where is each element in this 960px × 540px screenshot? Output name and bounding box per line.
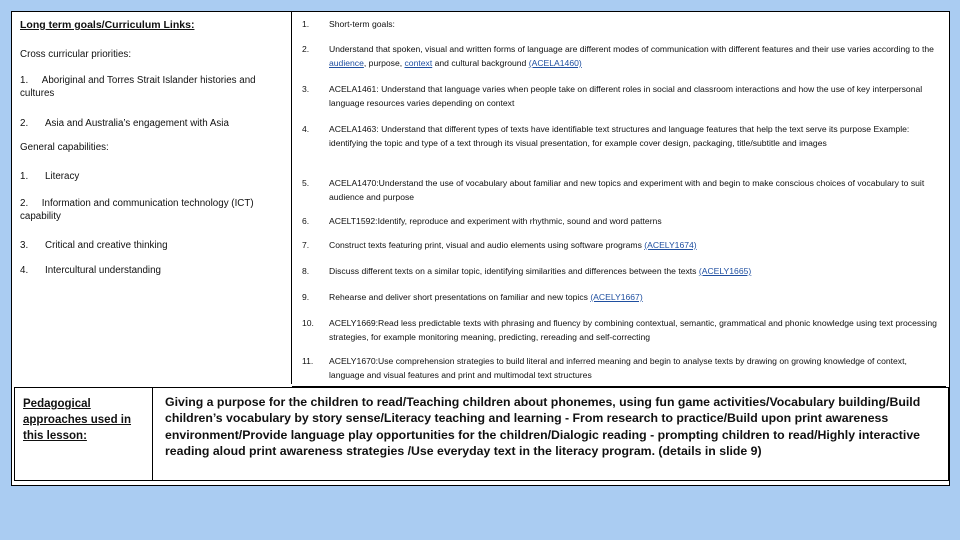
priority-item	[20, 74, 288, 100]
goal-number: 1.	[302, 19, 310, 29]
goal-number: 3.	[302, 84, 310, 94]
goal-text-span: ACELT1592:Identify, reproduce and experiment with rhythmic, sound and word patterns	[329, 216, 662, 226]
capability-text: Information and communication technology (ICT) capability	[20, 198, 254, 222]
priority-number: 1.	[20, 75, 29, 86]
goal-text	[329, 238, 941, 252]
priority-item	[20, 117, 288, 130]
capability-item	[20, 239, 288, 252]
capability-number: 3.	[20, 240, 29, 251]
general-capabilities-heading: General capabilities:	[20, 142, 109, 153]
pedagogical-text: Giving a purpose for the children to read/Teaching children about phonemes, using fun game activities/Vocabulary building/Build children’s vocabulary by story sense/Literacy teaching and learning - From research to practice/Build upon print awareness environment/Provide language play opportunities for the children/Dialogic reading - prompting children to read/Highly interactive reading aloud print awareness strategies /Use everyday text in the literacy program. (details in slide 9)	[165, 395, 921, 458]
capability-number: 4.	[20, 265, 29, 276]
pedagogical-title: Pedagogical approaches used in this lesson:	[23, 398, 132, 442]
pedagogical-approaches-box	[14, 387, 949, 481]
curriculum-code-link[interactable]: (ACELA1460)	[528, 58, 582, 68]
goal-text-span: ACELY1669:Read less predictable texts with phrasing and fluency by combining contextual, semantic, grammatical and phonic knowledge using text processing strategies, for example monitoring meaning, predicting, rereading and self-correcting	[329, 318, 937, 342]
cross-curricular-heading: Cross curricular priorities:	[20, 49, 132, 60]
curriculum-code-link[interactable]: audience	[329, 58, 364, 68]
curriculum-code-link[interactable]: context	[404, 58, 433, 68]
goal-text-span: Short-term goals:	[329, 19, 395, 29]
curriculum-code-link[interactable]: (ACELY1667)	[590, 292, 643, 302]
capability-text: Critical and creative thinking	[45, 240, 168, 251]
goal-text	[329, 290, 941, 304]
goal-number: 2.	[302, 44, 310, 54]
goal-number: 9.	[302, 292, 310, 302]
pedagogical-label-cell	[15, 388, 153, 480]
capability-number: 1.	[20, 171, 29, 182]
priority-text: Asia and Australia’s engagement with Asia	[45, 118, 229, 129]
goal-number: 4.	[302, 124, 310, 134]
curriculum-code-link[interactable]: (ACELY1674)	[644, 240, 697, 250]
curriculum-links-panel	[12, 12, 292, 384]
goal-text	[329, 316, 941, 344]
goal-text	[329, 82, 941, 110]
goal-text-span: and cultural background	[432, 58, 529, 68]
goal-text-span: ACELA1470:Understand the use of vocabulary about familiar and new topics and experiment with and begin to make conscious choices of vocabulary to suit audience and purpose	[329, 178, 925, 202]
capability-item	[20, 264, 288, 277]
goal-number: 6.	[302, 216, 310, 226]
goal-text-span: ACELA1461: Understand that language varies when people take on different roles in social and classroom interactions and how the use of key interpersonal language resources varies depending on context	[329, 84, 923, 108]
goal-text-span: Discuss different texts on a similar topic, identifying similarities and differences between the texts	[329, 266, 699, 276]
capability-item	[20, 170, 288, 183]
goal-number: 5.	[302, 178, 310, 188]
priority-text: Aboriginal and Torres Strait Islander histories and cultures	[20, 75, 256, 99]
capability-text: Intercultural understanding	[45, 265, 162, 276]
goal-number: 7.	[302, 240, 310, 250]
goal-text	[329, 122, 941, 150]
goal-text	[329, 176, 941, 204]
goal-text	[329, 214, 941, 228]
capability-text: Literacy	[45, 171, 80, 182]
capability-item	[20, 197, 288, 223]
goal-number: 10.	[302, 318, 314, 328]
goal-text	[329, 264, 941, 278]
goal-text-span: ACELY1670:Use comprehension strategies to build literal and inferred meaning and begin to analyse texts by drawing on growing knowledge of context, language and visual features and print and multimodal text structures	[329, 356, 907, 380]
goal-number: 8.	[302, 266, 310, 276]
goal-text-span: ACELA1463: Understand that different types of texts have identifiable text structures and language features that help the text serve its purpose Example: identifying the topic and type of a text through its visual presentation, for example cover design, packaging, title/subtitle and images	[329, 124, 910, 148]
capability-number: 2.	[20, 198, 29, 209]
goal-number: 11.	[302, 356, 314, 366]
curriculum-links-title: Long term goals/Curriculum Links:	[20, 19, 195, 31]
goal-text	[329, 354, 941, 382]
curriculum-code-link[interactable]: (ACELY1665)	[698, 266, 752, 276]
goal-text-span: Rehearse and deliver short presentations on familiar and new topics	[329, 292, 591, 302]
goal-text	[329, 17, 941, 31]
goal-text-span: , purpose,	[363, 58, 405, 68]
goal-text-span: Construct texts featuring print, visual and audio elements using software programs	[329, 240, 645, 250]
goal-text-span: Understand that spoken, visual and written forms of language are different modes of communication with different features and their use varies according to the	[329, 44, 934, 54]
priority-number: 2.	[20, 118, 29, 129]
goal-text	[329, 42, 941, 70]
goals-panel	[292, 12, 946, 387]
